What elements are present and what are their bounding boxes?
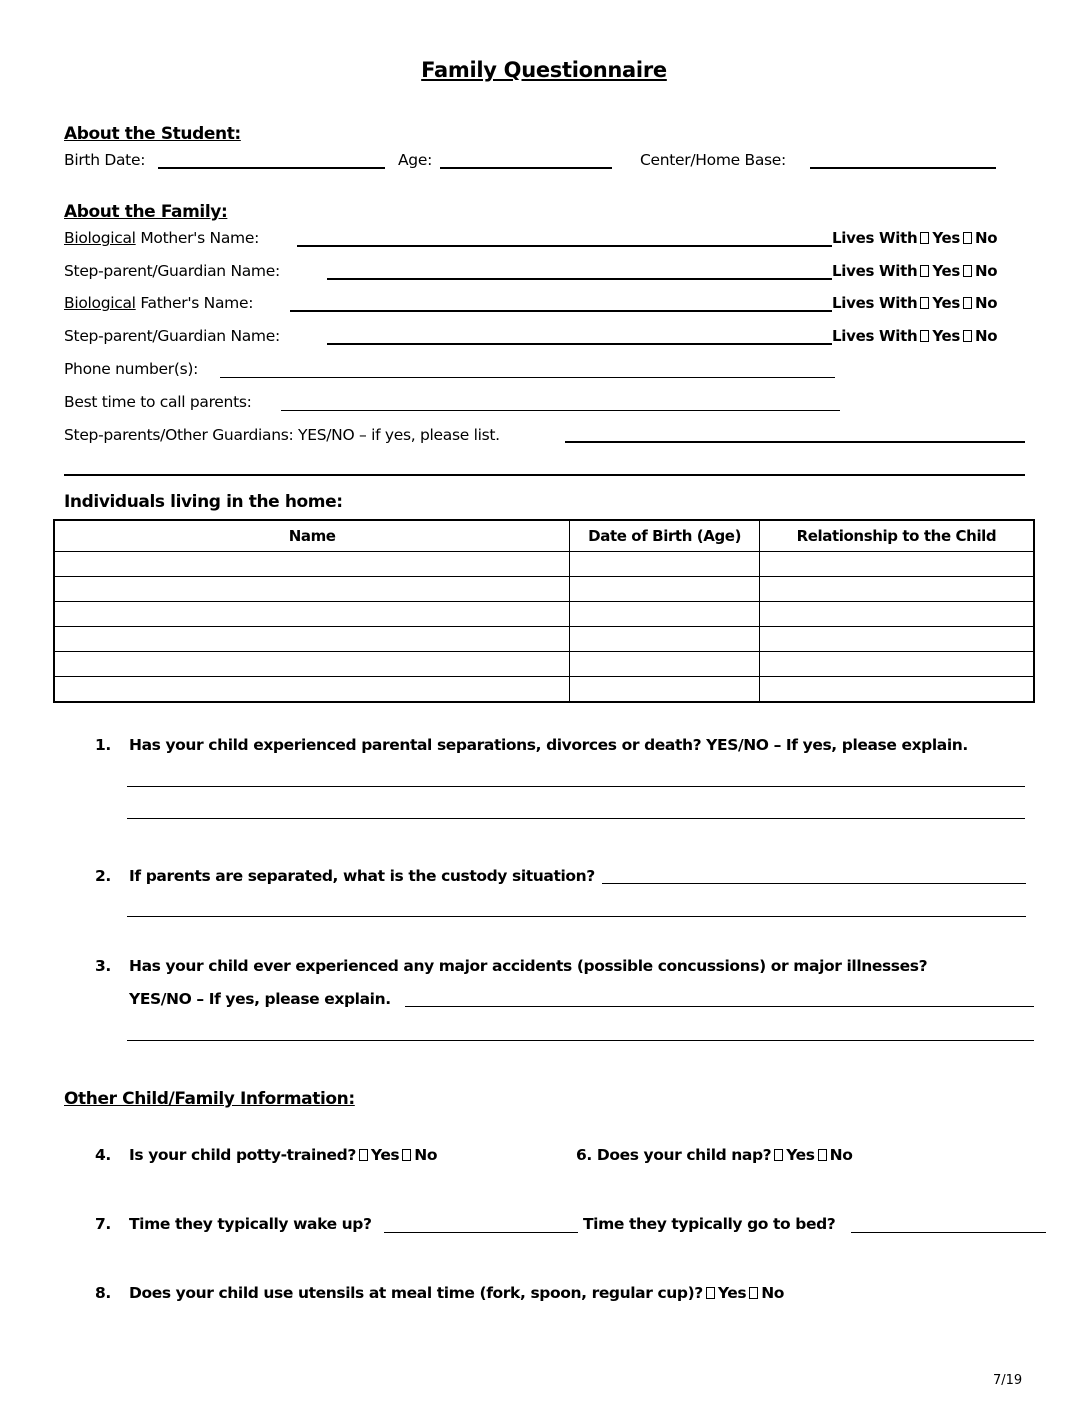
birth-date-field[interactable] <box>158 167 385 169</box>
question-2-answer-line-2[interactable] <box>127 916 1026 917</box>
page-number: 7/19 <box>993 1373 1023 1388</box>
checkbox-icon[interactable] <box>774 1149 783 1161</box>
relationship-cell[interactable] <box>759 627 1034 652</box>
about-family-heading: About the Family: <box>64 202 228 222</box>
step-parent-2-lives-with: Lives With Yes No <box>832 327 998 345</box>
question-1-answer-line-2[interactable] <box>127 818 1025 819</box>
wake-up-time-field[interactable] <box>384 1232 578 1233</box>
other-guardians-field[interactable] <box>565 441 1025 443</box>
question-3-answer-line-2[interactable] <box>127 1040 1034 1041</box>
checkbox-icon[interactable] <box>706 1287 715 1299</box>
table-row <box>54 577 1034 602</box>
question-7: 7. Time they typically wake up? <box>95 1215 372 1233</box>
table-row <box>54 552 1034 577</box>
other-info-heading: Other Child/Family Information: <box>64 1089 355 1109</box>
checkbox-icon[interactable] <box>818 1149 827 1161</box>
other-guardians-field-2[interactable] <box>64 474 1025 476</box>
dob-cell[interactable] <box>570 602 760 627</box>
name-cell[interactable] <box>54 602 570 627</box>
mother-lives-with: Lives With Yes No <box>832 229 998 247</box>
name-cell[interactable] <box>54 627 570 652</box>
column-header-dob: Date of Birth (Age) <box>570 520 760 552</box>
dob-cell[interactable] <box>570 677 760 703</box>
name-cell[interactable] <box>54 677 570 703</box>
checkbox-icon[interactable] <box>359 1149 368 1161</box>
question-8: 8. Does your child use utensils at meal time (fork, spoon, regular cup)? Yes No <box>95 1284 785 1302</box>
table-row <box>54 652 1034 677</box>
table-row <box>54 677 1034 703</box>
phone-label: Phone number(s): <box>64 360 199 378</box>
individuals-table <box>53 519 1035 703</box>
relationship-cell[interactable] <box>759 602 1034 627</box>
checkbox-icon[interactable] <box>963 297 972 309</box>
checkbox-icon[interactable] <box>920 297 929 309</box>
relationship-cell[interactable] <box>759 652 1034 677</box>
step-parent-1-label: Step-parent/Guardian Name: <box>64 262 280 280</box>
question-4: 4. Is your child potty-trained? Yes No <box>95 1146 438 1164</box>
father-lives-with: Lives With Yes No <box>832 294 998 312</box>
individuals-heading: Individuals living in the home: <box>64 492 343 512</box>
biological-prefix: Biological <box>64 229 136 247</box>
name-cell[interactable] <box>54 552 570 577</box>
question-3: 3. Has your child ever experienced any major accidents (possible concussions) or major illnesses? <box>95 957 928 975</box>
age-label: Age: <box>398 151 433 169</box>
father-name-field[interactable] <box>290 310 832 312</box>
relationship-cell[interactable] <box>759 552 1034 577</box>
question-6: 6. Does your child nap? Yes No <box>576 1146 853 1164</box>
table-row <box>54 602 1034 627</box>
checkbox-icon[interactable] <box>963 330 972 342</box>
father-name-label: Biological Father's Name: <box>64 294 254 312</box>
page-title: Family Questionnaire <box>421 58 667 82</box>
other-guardians-label: Step-parents/Other Guardians: YES/NO – if yes, please list. <box>64 426 500 444</box>
center-home-base-field[interactable] <box>810 167 996 169</box>
question-3-followup: YES/NO – If yes, please explain. <box>129 990 391 1008</box>
name-cell[interactable] <box>54 577 570 602</box>
checkbox-icon[interactable] <box>963 265 972 277</box>
question-2: 2. If parents are separated, what is the custody situation? <box>95 867 595 885</box>
mother-name-label: Biological Mother's Name: <box>64 229 259 247</box>
mother-name-field[interactable] <box>297 245 832 247</box>
dob-cell[interactable] <box>570 552 760 577</box>
table-row <box>54 627 1034 652</box>
column-header-relationship: Relationship to the Child <box>759 520 1034 552</box>
age-field[interactable] <box>440 167 612 169</box>
step-parent-1-field[interactable] <box>327 278 832 280</box>
bedtime-field[interactable] <box>851 1232 1046 1233</box>
checkbox-icon[interactable] <box>963 232 972 244</box>
checkbox-icon[interactable] <box>402 1149 411 1161</box>
question-1-answer-line-1[interactable] <box>127 786 1025 787</box>
checkbox-icon[interactable] <box>749 1287 758 1299</box>
column-header-name: Name <box>54 520 570 552</box>
checkbox-icon[interactable] <box>920 232 929 244</box>
step-parent-2-label: Step-parent/Guardian Name: <box>64 327 280 345</box>
biological-prefix: Biological <box>64 294 136 312</box>
table-header-row <box>54 520 1034 552</box>
phone-field[interactable] <box>220 377 835 378</box>
best-time-field[interactable] <box>281 410 840 411</box>
dob-cell[interactable] <box>570 577 760 602</box>
birth-date-label: Birth Date: <box>64 151 146 169</box>
relationship-cell[interactable] <box>759 577 1034 602</box>
relationship-cell[interactable] <box>759 677 1034 703</box>
center-home-base-label: Center/Home Base: <box>640 151 786 169</box>
name-cell[interactable] <box>54 652 570 677</box>
question-3-answer-line-1[interactable] <box>405 1006 1034 1007</box>
step-parent-1-lives-with: Lives With Yes No <box>832 262 998 280</box>
question-2-answer-line-1[interactable] <box>602 883 1026 884</box>
best-time-label: Best time to call parents: <box>64 393 252 411</box>
checkbox-icon[interactable] <box>920 330 929 342</box>
dob-cell[interactable] <box>570 627 760 652</box>
step-parent-2-field[interactable] <box>327 343 832 345</box>
dob-cell[interactable] <box>570 652 760 677</box>
checkbox-icon[interactable] <box>920 265 929 277</box>
question-7-bedtime: Time they typically go to bed? <box>583 1215 836 1233</box>
about-student-heading: About the Student: <box>64 124 241 144</box>
question-1: 1. Has your child experienced parental separations, divorces or death? YES/NO – If yes, please explain. <box>95 736 968 754</box>
